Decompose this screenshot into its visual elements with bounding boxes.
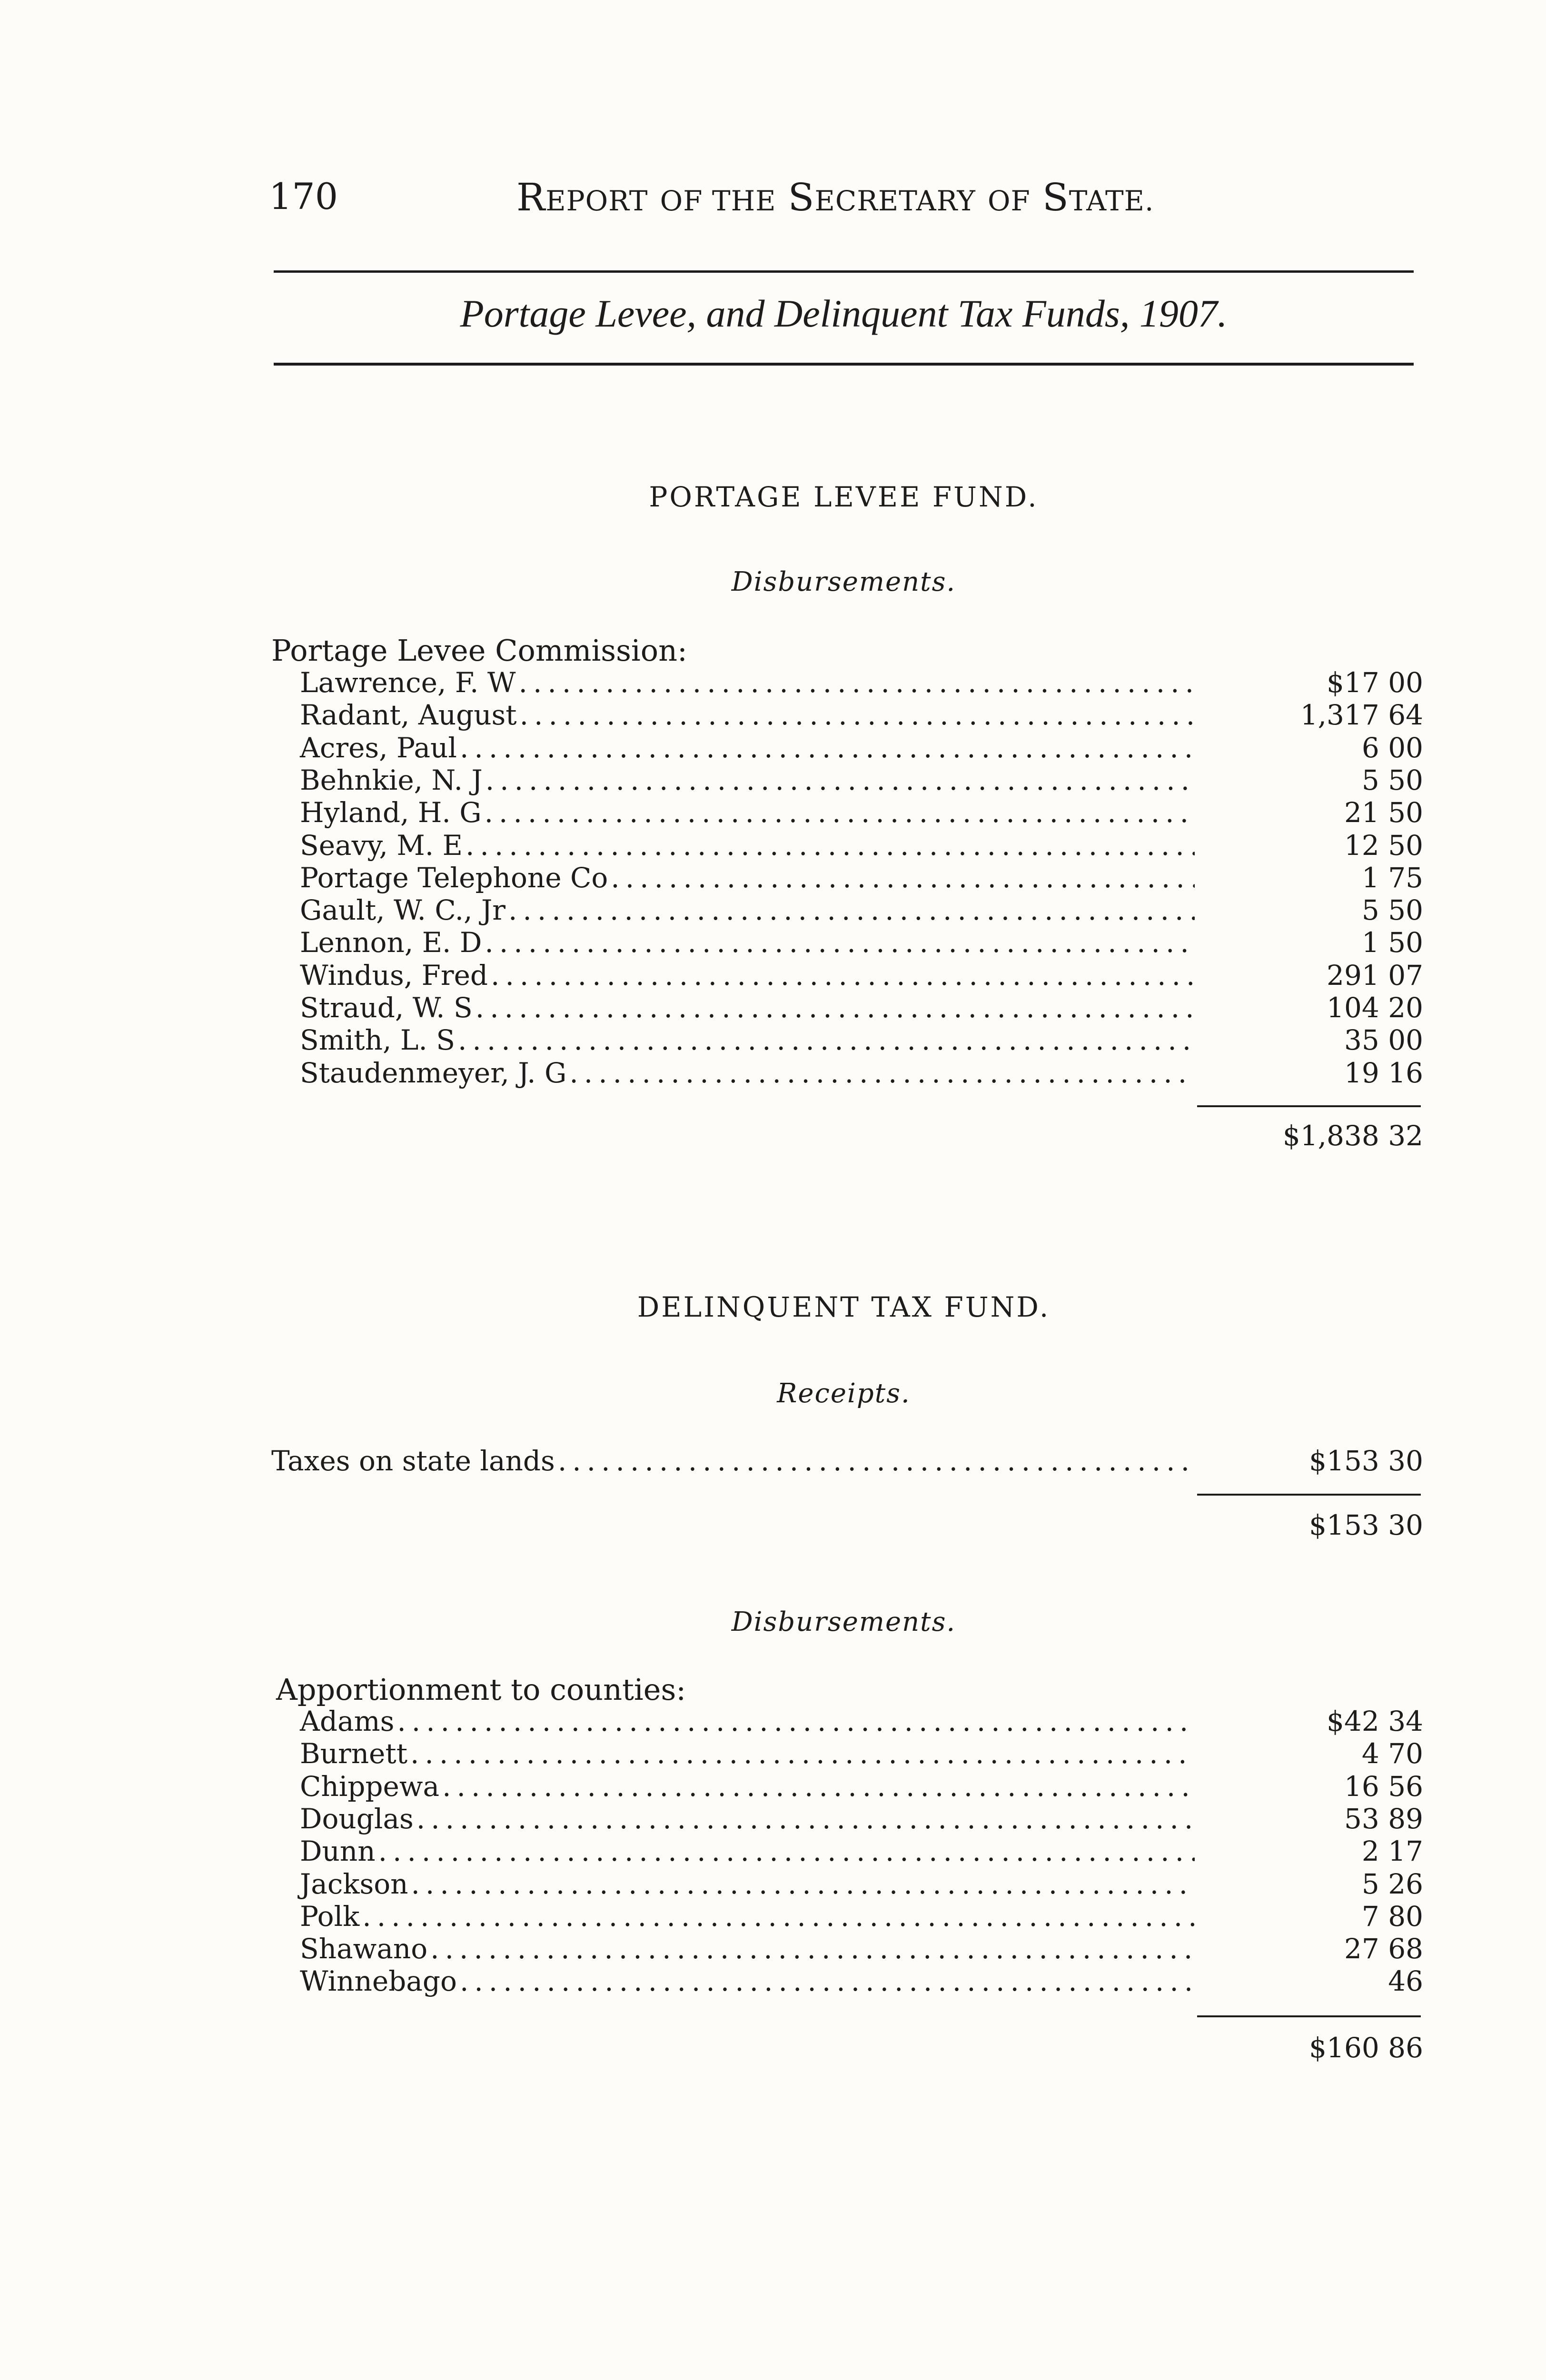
ledger-row-name: Polk: [300, 1900, 360, 1933]
ledger-row: [300, 1057, 1195, 1088]
ledger-row: [300, 1705, 1195, 1736]
ledger-row-amount: $42 34: [1327, 1705, 1423, 1737]
ledger-row-name: Smith, L. S: [300, 1024, 455, 1057]
ledger-row: [300, 1965, 1195, 1996]
ledger-row-name: Chippewa: [300, 1770, 440, 1803]
ledger-row-name: Radant, August: [300, 699, 517, 732]
dot-leader: [491, 959, 1195, 992]
ledger-row: [300, 992, 1195, 1023]
dot-leader: [410, 1737, 1195, 1770]
ledger-row-name: Shawano: [300, 1933, 428, 1965]
ledger-row-amount: $17 00: [1327, 666, 1423, 699]
delinquent-heading: DELINQUENT TAX FUND.: [637, 1291, 1050, 1323]
ledger-row-name: Gault, W. C., Jr: [300, 894, 505, 927]
page-subtitle: Portage Levee, and Delinquent Tax Funds, 1907.: [460, 292, 1228, 335]
ledger-row-amount: 53 89: [1344, 1802, 1423, 1835]
top-rule: [274, 270, 1414, 273]
dot-leader: [442, 1770, 1195, 1803]
portage-group-label: Portage Levee Commission:: [271, 633, 687, 668]
ledger-row-amount: 5 50: [1361, 894, 1423, 927]
ledger-row-amount: 21 50: [1344, 796, 1423, 829]
subtitle-rule: [274, 363, 1414, 366]
ledger-row-amount: 291 07: [1327, 959, 1423, 992]
ledger-row-amount: 19 16: [1344, 1056, 1423, 1089]
ledger-row: [300, 1868, 1195, 1899]
ledger-row: [300, 862, 1195, 893]
dot-leader: [519, 666, 1195, 699]
dot-leader: [460, 732, 1195, 764]
ledger-row: [300, 732, 1195, 763]
ledger-row: [300, 764, 1195, 795]
ledger-row-name: Jackson: [300, 1867, 408, 1900]
delinquent-total: $160 86: [1309, 2032, 1423, 2064]
ledger-row: [300, 666, 1195, 698]
dot-leader: [378, 1835, 1195, 1867]
ledger-row-amount: 4 70: [1361, 1737, 1423, 1770]
ledger-row-amount: 1 75: [1361, 861, 1423, 894]
ledger-row: [300, 699, 1195, 730]
ledger-row: [300, 1933, 1195, 1964]
dot-leader: [466, 829, 1195, 862]
ledger-row: [300, 1737, 1195, 1769]
ledger-row-amount: 35 00: [1344, 1024, 1423, 1057]
receipts-total-rule: [1197, 1494, 1421, 1496]
ledger-row-name: Windus, Fred: [300, 959, 488, 992]
delinquent-disbursements-label: Disbursements.: [731, 1606, 956, 1637]
ledger-row: [300, 926, 1195, 958]
dot-leader: [485, 926, 1195, 959]
dot-leader: [611, 862, 1195, 894]
ledger-row-name: Burnett: [300, 1737, 407, 1770]
dot-leader: [485, 796, 1195, 829]
dot-leader: [430, 1933, 1195, 1965]
portage-disbursements-label: Disbursements.: [731, 566, 956, 597]
ledger-row-amount: 46: [1388, 1965, 1423, 1998]
ledger-row-amount: 16 56: [1344, 1770, 1423, 1803]
ledger-row-amount: 5 26: [1361, 1867, 1423, 1900]
ledger-row-amount: 7 80: [1361, 1900, 1423, 1933]
ledger-row: [300, 829, 1195, 861]
ledger-row: [300, 1835, 1195, 1866]
ledger-row: [300, 1900, 1195, 1932]
dot-leader: [486, 764, 1195, 796]
receipt-amount: $153 30: [1309, 1445, 1423, 1477]
dot-leader: [558, 1445, 1195, 1477]
ledger-row-amount: 5 50: [1361, 764, 1423, 796]
ledger-row-name: Douglas: [300, 1802, 414, 1835]
ledger-row-name: Hyland, H. G: [300, 796, 482, 829]
ledger-row: [300, 1770, 1195, 1802]
portage-total-rule: [1197, 1105, 1421, 1107]
ledger-row-name: Acres, Paul: [300, 731, 457, 764]
ledger-row-name: Straud, W. S: [300, 992, 473, 1024]
receipt-name: Taxes on state lands: [271, 1445, 555, 1477]
dot-leader: [458, 1024, 1195, 1056]
portage-total: $1,838 32: [1282, 1120, 1423, 1152]
running-head: REPORT OF THE SECRETARY OF STATE.: [516, 175, 1154, 219]
ledger-row-amount: 104 20: [1327, 992, 1423, 1024]
ledger-row: [300, 1024, 1195, 1055]
ledger-row-amount: 1,317 64: [1300, 699, 1423, 732]
ledger-row: [300, 894, 1195, 925]
dot-leader: [397, 1705, 1195, 1737]
ledger-row-amount: 2 17: [1361, 1835, 1423, 1868]
dot-leader: [508, 894, 1195, 926]
receipts-label: Receipts.: [777, 1378, 911, 1409]
ledger-row-name: Behnkie, N. J: [300, 764, 483, 796]
ledger-row-name: Portage Telephone Co: [300, 861, 608, 894]
ledger-row: [300, 1803, 1195, 1834]
ledger-row-name: Adams: [300, 1705, 395, 1737]
dot-leader: [362, 1900, 1195, 1933]
ledger-row-name: Staudenmeyer, J. G: [300, 1056, 567, 1089]
receipt-row: [271, 1445, 1195, 1476]
ledger-row-name: Winnebago: [300, 1965, 457, 1998]
ledger-row-name: Lawrence, F. W: [300, 666, 516, 699]
dot-leader: [569, 1057, 1195, 1089]
ledger-row-name: Dunn: [300, 1835, 376, 1868]
portage-heading: PORTAGE LEVEE FUND.: [649, 481, 1039, 513]
apportionment-group-label: Apportionment to counties:: [276, 1672, 686, 1707]
ledger-row-amount: 6 00: [1361, 731, 1423, 764]
ledger-row-name: Seavy, M. E: [300, 829, 463, 862]
ledger-row: [300, 796, 1195, 828]
delinquent-total-rule: [1197, 2015, 1421, 2017]
ledger-row-name: Lennon, E. D: [300, 926, 482, 959]
dot-leader: [520, 699, 1195, 731]
dot-leader: [476, 992, 1195, 1024]
dot-leader: [460, 1965, 1195, 1997]
receipts-total: $153 30: [1309, 1509, 1423, 1541]
ledger-row: [300, 959, 1195, 991]
page-number: 170: [269, 175, 338, 218]
dot-leader: [411, 1868, 1195, 1900]
ledger-row-amount: 27 68: [1344, 1933, 1423, 1965]
dot-leader: [416, 1803, 1195, 1835]
ledger-row-amount: 12 50: [1344, 829, 1423, 862]
ledger-row-amount: 1 50: [1361, 926, 1423, 959]
